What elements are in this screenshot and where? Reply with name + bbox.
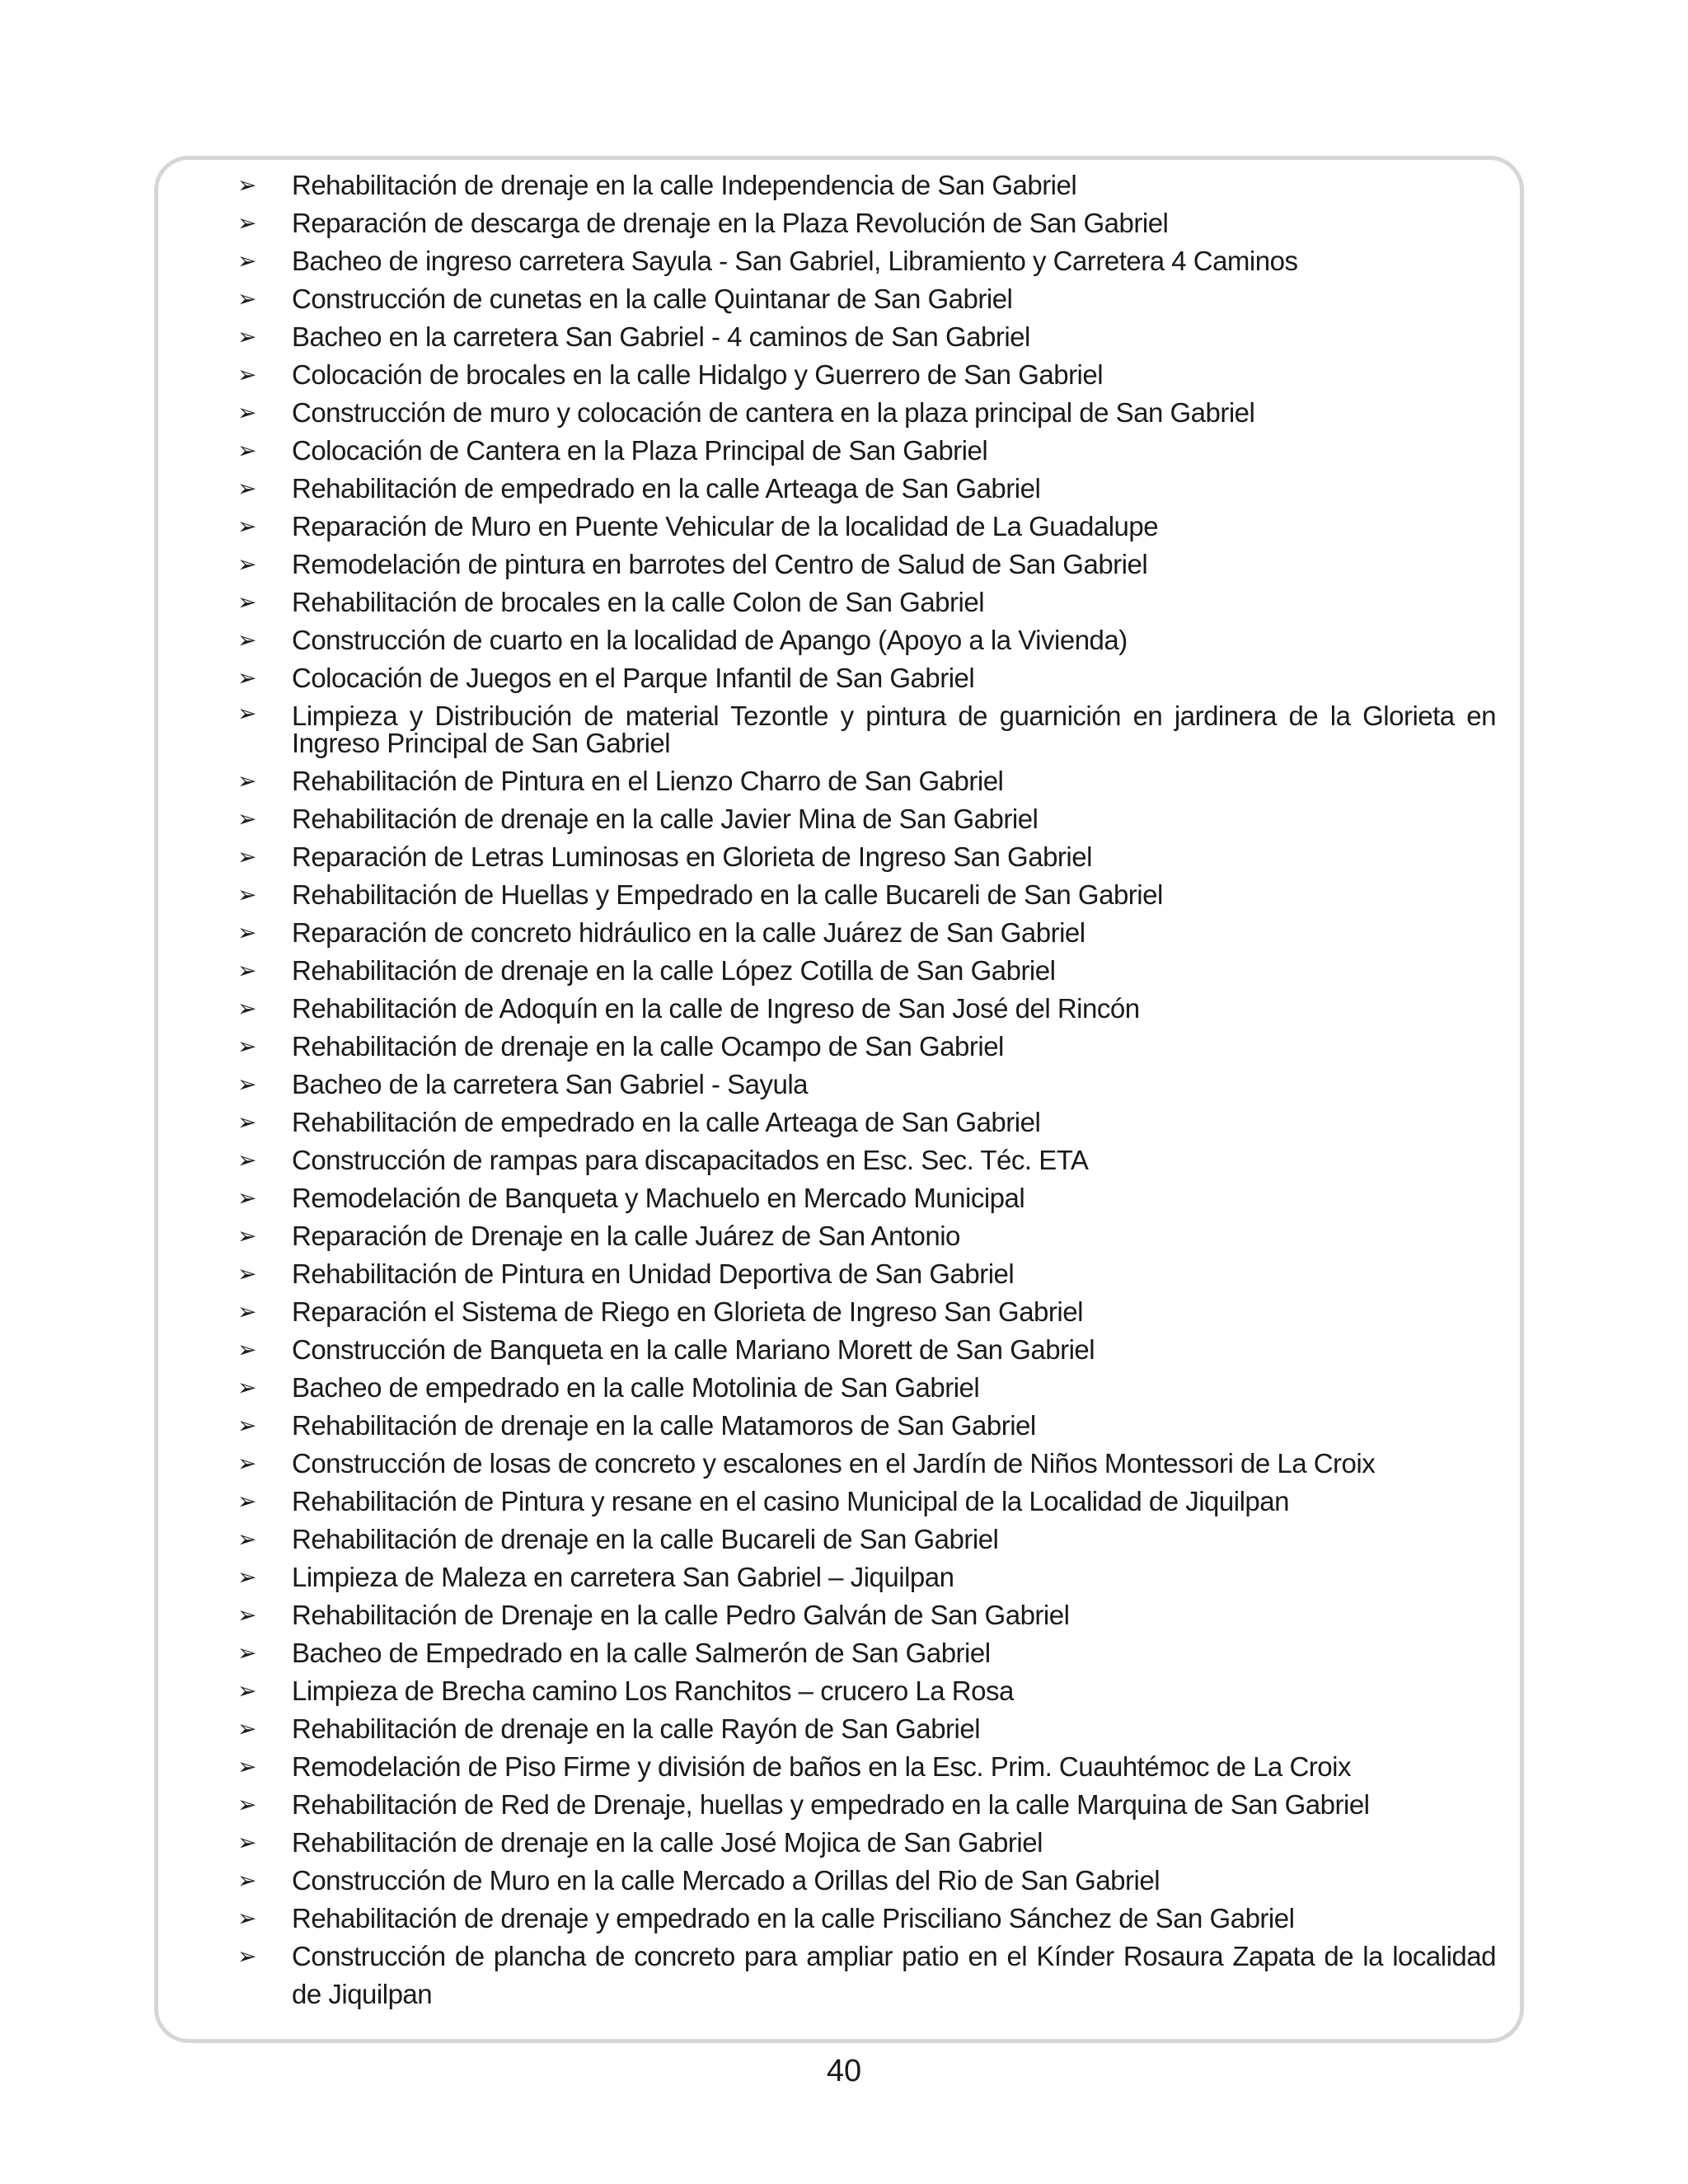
list-item [231, 800, 1496, 838]
arrowhead-bullet-icon: ➢ [237, 588, 256, 616]
arrowhead-bullet-icon: ➢ [237, 513, 256, 540]
arrowhead-bullet-icon: ➢ [237, 1071, 256, 1098]
list-item-text: Reparación de Drenaje en la calle Juárez de San Antonio [292, 1221, 960, 1251]
list-item-text: Construcción de rampas para discapacitados en Esc. Sec. Téc. ETA [292, 1145, 1089, 1175]
list-item-text: Reparación de descarga de drenaje en la Plaza Revolución de San Gabriel [292, 208, 1169, 238]
arrowhead-bullet-icon: ➢ [237, 1033, 256, 1060]
list-item [231, 204, 1496, 242]
list-item [231, 1596, 1496, 1634]
list-item-text: Rehabilitación de drenaje en la calle Rayón de San Gabriel [292, 1713, 981, 1744]
arrowhead-bullet-icon: ➢ [237, 1905, 256, 1932]
arrowhead-bullet-icon: ➢ [237, 957, 256, 984]
arrowhead-bullet-icon: ➢ [237, 1184, 256, 1212]
list-item-text: Rehabilitación de drenaje en la calle Ocampo de San Gabriel [292, 1031, 1004, 1062]
arrowhead-bullet-icon: ➢ [237, 1943, 256, 1970]
arrowhead-bullet-icon: ➢ [237, 1563, 256, 1591]
list-item [231, 659, 1496, 697]
list-item [231, 1862, 1496, 1900]
list-item-text: Construcción de muro y colocación de cantera en la plaza principal de San Gabriel [292, 397, 1255, 428]
list-item-text: Limpieza y Distribución de material Tezontle y pintura de guarnición en jardinera de la Glorieta en Ingreso Principal de San Gabriel [292, 701, 1496, 758]
list-item-text: Rehabilitación de drenaje en la calle López Cotilla de San Gabriel [292, 955, 1056, 986]
works-list [231, 166, 1496, 2013]
arrowhead-bullet-icon: ➢ [237, 767, 256, 794]
list-item-text: Rehabilitación de Red de Drenaje, huellas y empedrado en la calle Marquina de San Gabriel [292, 1789, 1370, 1820]
list-item-text: Reparación de Letras Luminosas en Glorieta de Ingreso San Gabriel [292, 841, 1092, 872]
list-item [231, 697, 1496, 762]
list-item [231, 1710, 1496, 1748]
list-item [231, 432, 1496, 470]
arrowhead-bullet-icon: ➢ [237, 1298, 256, 1325]
arrowhead-bullet-icon: ➢ [237, 1488, 256, 1515]
list-item [231, 1179, 1496, 1217]
list-item-text: Remodelación de Piso Firme y división de baños en la Esc. Prim. Cuauhtémoc de La Croix [292, 1751, 1351, 1782]
arrowhead-bullet-icon: ➢ [237, 551, 256, 578]
list-item-text: Rehabilitación de Pintura y resane en el casino Municipal de la Localidad de Jiquilpan [292, 1486, 1289, 1516]
list-item-text: Reparación de Muro en Puente Vehicular de la localidad de La Guadalupe [292, 511, 1159, 541]
list-item-text: Rehabilitación de drenaje en la calle José Mojica de San Gabriel [292, 1827, 1043, 1858]
arrowhead-bullet-icon: ➢ [237, 1260, 256, 1287]
list-item [231, 1938, 1496, 2013]
list-item [231, 356, 1496, 394]
list-item-text: Remodelación de Banqueta y Machuelo en Mercado Municipal [292, 1183, 1025, 1213]
list-item [231, 280, 1496, 318]
list-item [231, 914, 1496, 952]
arrowhead-bullet-icon: ➢ [237, 171, 256, 199]
arrowhead-bullet-icon: ➢ [237, 1374, 256, 1401]
list-item-text: Rehabilitación de drenaje en la calle Independencia de San Gabriel [292, 170, 1077, 200]
arrowhead-bullet-icon: ➢ [237, 1677, 256, 1704]
arrowhead-bullet-icon: ➢ [237, 919, 256, 946]
list-item-text: Construcción de Muro en la calle Mercado a Orillas del Rio de San Gabriel [292, 1865, 1160, 1896]
list-item-text: Rehabilitación de Huellas y Empedrado en la calle Bucareli de San Gabriel [292, 879, 1163, 910]
list-item [231, 1028, 1496, 1066]
list-item [231, 1066, 1496, 1104]
list-item-text: Rehabilitación de empedrado en la calle Arteaga de San Gabriel [292, 473, 1041, 504]
list-item [231, 1369, 1496, 1407]
list-item [231, 990, 1496, 1028]
list-item [231, 1672, 1496, 1710]
arrowhead-bullet-icon: ➢ [237, 1867, 256, 1894]
list-item [231, 1786, 1496, 1824]
list-item-text: Rehabilitación de Pintura en Unidad Deportiva de San Gabriel [292, 1258, 1015, 1289]
list-item [231, 952, 1496, 990]
list-item [231, 1104, 1496, 1141]
arrowhead-bullet-icon: ➢ [237, 1715, 256, 1742]
arrowhead-bullet-icon: ➢ [237, 843, 256, 870]
list-item [231, 508, 1496, 546]
arrowhead-bullet-icon: ➢ [237, 626, 256, 654]
arrowhead-bullet-icon: ➢ [237, 1108, 256, 1136]
arrowhead-bullet-icon: ➢ [237, 1601, 256, 1629]
list-item-text: Construcción de cunetas en la calle Quintanar de San Gabriel [292, 284, 1013, 314]
list-item [231, 1331, 1496, 1369]
list-item-text: Construcción de plancha de concreto para ampliar patio en el Kínder Rosaura Zapata de la localidad de Jiquilpan [292, 1941, 1496, 2009]
list-item [231, 546, 1496, 583]
list-item [231, 1900, 1496, 1938]
list-item [231, 1255, 1496, 1293]
arrowhead-bullet-icon: ➢ [237, 1336, 256, 1363]
arrowhead-bullet-icon: ➢ [237, 1222, 256, 1249]
list-item-text: Rehabilitación de Pintura en el Lienzo Charro de San Gabriel [292, 766, 1004, 796]
arrowhead-bullet-icon: ➢ [237, 247, 256, 274]
list-item-text: Rehabilitación de Adoquín en la calle de Ingreso de San José del Rincón [292, 993, 1140, 1024]
list-item-text: Construcción de Banqueta en la calle Mariano Morett de San Gabriel [292, 1334, 1095, 1365]
list-item-text: Construcción de cuarto en la localidad de Apango (Apoyo a la Vivienda) [292, 625, 1128, 655]
list-item [231, 470, 1496, 508]
list-item [231, 1824, 1496, 1862]
arrowhead-bullet-icon: ➢ [237, 1412, 256, 1439]
arrowhead-bullet-icon: ➢ [237, 475, 256, 502]
arrowhead-bullet-icon: ➢ [237, 1639, 256, 1666]
list-item [231, 876, 1496, 914]
list-item-text: Bacheo de empedrado en la calle Motolinia de San Gabriel [292, 1372, 980, 1403]
arrowhead-bullet-icon: ➢ [237, 995, 256, 1022]
arrowhead-bullet-icon: ➢ [237, 361, 256, 388]
list-item-text: Rehabilitación de drenaje en la calle Javier Mina de San Gabriel [292, 804, 1039, 834]
list-item [231, 621, 1496, 659]
list-item-text: Limpieza de Brecha camino Los Ranchitos – crucero La Rosa [292, 1675, 1014, 1706]
list-item-text: Bacheo de Empedrado en la calle Salmerón de San Gabriel [292, 1638, 991, 1668]
arrowhead-bullet-icon: ➢ [237, 1791, 256, 1818]
list-item [231, 1445, 1496, 1483]
list-item [231, 318, 1496, 356]
list-item-text: Colocación de brocales en la calle Hidalgo y Guerrero de San Gabriel [292, 359, 1104, 390]
arrowhead-bullet-icon: ➢ [237, 664, 256, 691]
list-item-text: Reparación de concreto hidráulico en la calle Juárez de San Gabriel [292, 917, 1085, 948]
list-item [231, 1521, 1496, 1558]
arrowhead-bullet-icon: ➢ [237, 1146, 256, 1174]
arrowhead-bullet-icon: ➢ [237, 1753, 256, 1780]
page-number: 40 [826, 2054, 862, 2088]
list-item-text: Construcción de losas de concreto y escalones en el Jardín de Niños Montessori de La Croix [292, 1448, 1376, 1479]
arrowhead-bullet-icon: ➢ [237, 881, 256, 908]
arrowhead-bullet-icon: ➢ [237, 209, 256, 237]
list-item [231, 1293, 1496, 1331]
list-item-text: Rehabilitación de empedrado en la calle Arteaga de San Gabriel [292, 1107, 1041, 1137]
list-item-text: Bacheo de la carretera San Gabriel - Sayula [292, 1069, 809, 1099]
list-item-text: Colocación de Cantera en la Plaza Principal de San Gabriel [292, 435, 988, 466]
list-item-text: Rehabilitación de brocales en la calle Colon de San Gabriel [292, 587, 985, 617]
list-item-text: Limpieza de Maleza en carretera San Gabriel – Jiquilpan [292, 1562, 954, 1592]
arrowhead-bullet-icon: ➢ [237, 805, 256, 832]
list-item-text: Bacheo de ingreso carretera Sayula - San Gabriel, Libramiento y Carretera 4 Caminos [292, 246, 1298, 276]
list-item-text: Rehabilitación de drenaje en la calle Matamoros de San Gabriel [292, 1410, 1036, 1441]
arrowhead-bullet-icon: ➢ [237, 437, 256, 464]
list-item-text: Bacheo en la carretera San Gabriel - 4 caminos de San Gabriel [292, 321, 1030, 352]
list-item [231, 1483, 1496, 1521]
list-item [231, 1634, 1496, 1672]
list-item [231, 166, 1496, 204]
list-item [231, 242, 1496, 280]
list-item-text: Colocación de Juegos en el Parque Infantil de San Gabriel [292, 663, 975, 693]
list-item-text: Reparación el Sistema de Riego en Glorieta de Ingreso San Gabriel [292, 1296, 1083, 1327]
arrowhead-bullet-icon: ➢ [237, 1829, 256, 1856]
list-item [231, 762, 1496, 800]
list-item [231, 583, 1496, 621]
arrowhead-bullet-icon: ➢ [237, 1526, 256, 1553]
arrowhead-bullet-icon: ➢ [237, 323, 256, 350]
list-item-text: Rehabilitación de drenaje en la calle Bucareli de San Gabriel [292, 1524, 999, 1554]
list-item-text: Rehabilitación de Drenaje en la calle Pedro Galván de San Gabriel [292, 1600, 1070, 1630]
list-item [231, 1748, 1496, 1786]
arrowhead-bullet-icon: ➢ [237, 700, 256, 727]
arrowhead-bullet-icon: ➢ [237, 1450, 256, 1477]
arrowhead-bullet-icon: ➢ [237, 285, 256, 312]
list-item [231, 1217, 1496, 1255]
list-item [231, 838, 1496, 876]
list-item [231, 394, 1496, 432]
arrowhead-bullet-icon: ➢ [237, 399, 256, 426]
list-item [231, 1558, 1496, 1596]
list-item-text: Remodelación de pintura en barrotes del Centro de Salud de San Gabriel [292, 549, 1148, 579]
list-item [231, 1407, 1496, 1445]
list-item-text: Rehabilitación de drenaje y empedrado en la calle Prisciliano Sánchez de San Gabriel [292, 1903, 1295, 1933]
list-item [231, 1141, 1496, 1179]
